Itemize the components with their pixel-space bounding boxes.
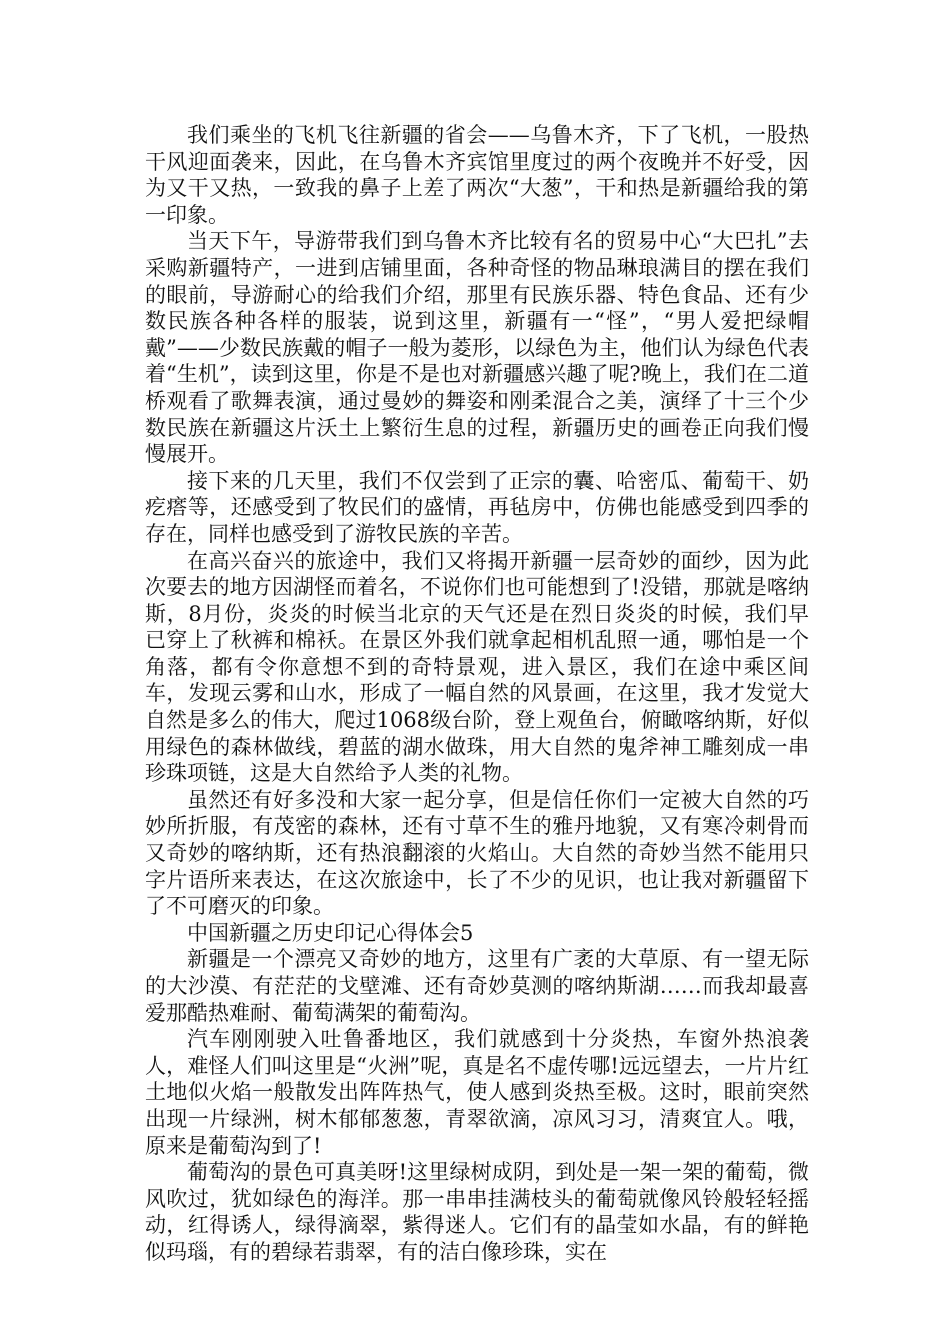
section-heading: 中国新疆之历史印记心得体会5: [187, 920, 474, 945]
paragraph-6: 新疆是一个漂亮又奇妙的地方，这里有广袤的大草原、有一望无际的大沙漠、有茫茫的戈壁滩、还有奇妙莫测的喀纳斯湖……而我却最喜爱那酷热难耐、葡萄满架的葡萄沟。: [145, 947, 809, 1025]
paragraph-3: 接下来的几天里，我们不仅尝到了正宗的囊、哈密瓜、葡萄干、奶疙瘩等，还感受到了牧民们的盛情，再毡房中，仿佛也能感受到四季的存在，同样也感受到了游牧民族的辛苦。: [145, 468, 809, 546]
paragraph-1: 我们乘坐的飞机飞往新疆的省会——乌鲁木齐，下了飞机，一股热干风迎面袭来，因此，在乌鲁木齐宾馆里度过的两个夜晚并不好受，因为又干又热，一致我的鼻子上差了两次“大葱”，干和热是新疆给我的第一印象。: [145, 123, 809, 227]
paragraph-2: 当天下午，导游带我们到乌鲁木齐比较有名的贸易中心“大巴扎”去采购新疆特产，一进到店铺里面，各种奇怪的物品琳琅满目的摆在我们的眼前，导游耐心的给我们介绍，那里有民族乐器、特色食品、还有少数民族各种各样的服装，说到这里，新疆有一“怪”，“男人爱把绿帽戴”——少数民族戴的帽子一般为菱形，以绿色为主，他们认为绿色代表着“生机”，读到这里，你是不是也对新疆感兴趣了呢?晚上，我们在二道桥观看了歌舞表演，通过曼妙的舞姿和刚柔混合之美，演绎了十三个少数民族在新疆这片沃土上繁衍生息的过程，新疆历史的画卷正向我们慢慢展开。: [145, 229, 809, 467]
paragraph-5: 虽然还有好多没和大家一起分享，但是信任你们一定被大自然的巧妙所折服，有茂密的森林，还有寸草不生的雅丹地貌，又有寒冷刺骨而又奇妙的喀纳斯，还有热浪翻滚的火焰山。大自然的奇妙当然不能用只字片语所来表达，在这次旅途中，长了不少的见识，也让我对新疆留下了不可磨灭的印象。: [145, 787, 809, 919]
paragraph-8: 葡萄沟的景色可真美呀!这里绿树成阴，到处是一架一架的葡萄，微风吹过，犹如绿色的海洋。那一串串挂满枝头的葡萄就像风铃般轻轻摇动，红得诱人，绿得滴翠，紫得迷人。它们有的晶莹如水晶，有的鲜艳似玛瑙，有的碧绿若翡翠，有的洁白像珍珠，实在: [145, 1160, 809, 1264]
paragraph-4: 在高兴奋兴的旅途中，我们又将揭开新疆一层奇妙的面纱，因为此次要去的地方因湖怪而着名，不说你们也可能想到了!没错，那就是喀纳斯，8月份，炎炎的时候当北京的天气还是在烈日炎炎的时候，我们早已穿上了秋裤和棉袄。在景区外我们就拿起相机乱照一通，哪怕是一个角落，都有令你意想不到的奇特景观，进入景区，我们在途中乘区间车，发现云雾和山水，形成了一幅自然的风景画，在这里，我才发觉大自然是多么的伟大，爬过1068级台阶，登上观鱼台，俯瞰喀纳斯，好似用绿色的森林做线，碧蓝的湖水做珠，用大自然的鬼斧神工雕刻成一串珍珠项链，这是大自然给予人类的礼物。: [145, 548, 809, 786]
document-body: [145, 122, 809, 1266]
paragraph-7: 汽车刚刚驶入吐鲁番地区，我们就感到十分炎热，车窗外热浪袭人，难怪人们叫这里是“火洲”呢，真是名不虚传哪!远远望去，一片片红土地似火焰一般散发出阵阵热气，使人感到炎热至极。这时，眼前突然出现一片绿洲，树木郁郁葱葱，青翠欲滴，凉风习习，清爽宜人。哦，原来是葡萄沟到了!: [145, 1027, 809, 1158]
